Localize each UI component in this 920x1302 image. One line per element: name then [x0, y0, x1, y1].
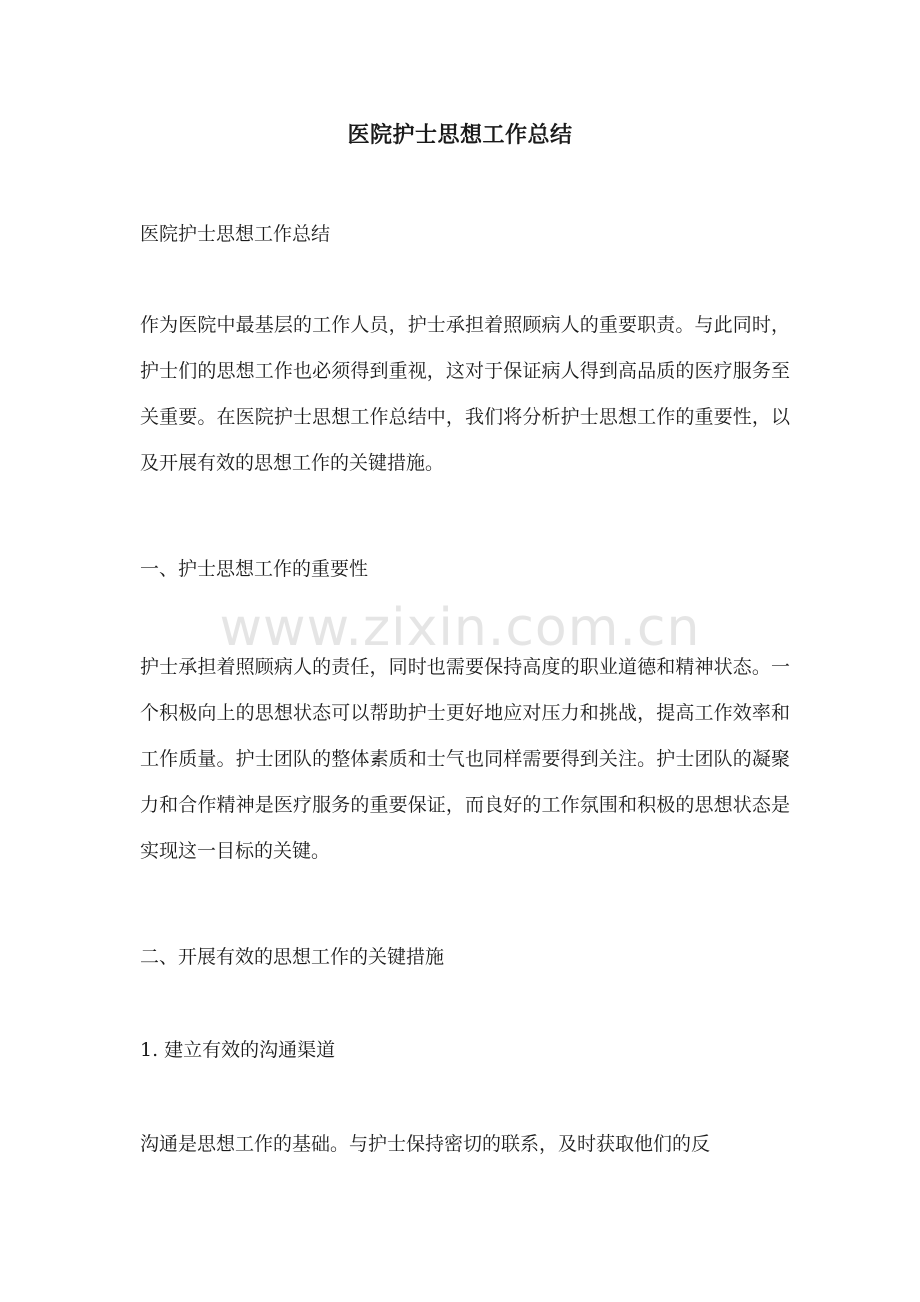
- intro-paragraph: 作为医院中最基层的工作人员，护士承担着照顾病人的重要职责。与此同时，护士们的思想工作也必须得到重视，这对于保证病人得到高品质的医疗服务至关重要。在医院护士思想工作总结中，我们将分析护士思想工作的重要性，以及开展有效的思想工作的关键措施。: [140, 314, 790, 474]
- subsection-1-paragraph: 沟通是思想工作的基础。与护士保持密切的联系，及时获取他们的反: [140, 1133, 711, 1155]
- subsection-1-heading: 1. 建立有效的沟通渠道: [140, 1039, 336, 1061]
- document-title: 医院护士思想工作总结: [347, 122, 573, 148]
- subtitle-line: 医院护士思想工作总结: [140, 223, 331, 245]
- section-1-heading: 一、护士思想工作的重要性: [140, 558, 369, 580]
- watermark: www.zixin.com.cn: [219, 598, 701, 658]
- section-1-paragraph: 护士承担着照顾病人的责任，同时也需要保持高度的职业道德和精神状态。一个积极向上的思想状态可以帮助护士更好地应对压力和挑战，提高工作效率和工作质量。护士团队的整体素质和士气也同样需要得到关注。护士团队的凝聚力和合作精神是医疗服务的重要保证，而良好的工作氛围和积极的思想状态是实现这一目标的关键。: [140, 656, 790, 862]
- section-2-heading: 二、开展有效的思想工作的关键措施: [140, 946, 445, 968]
